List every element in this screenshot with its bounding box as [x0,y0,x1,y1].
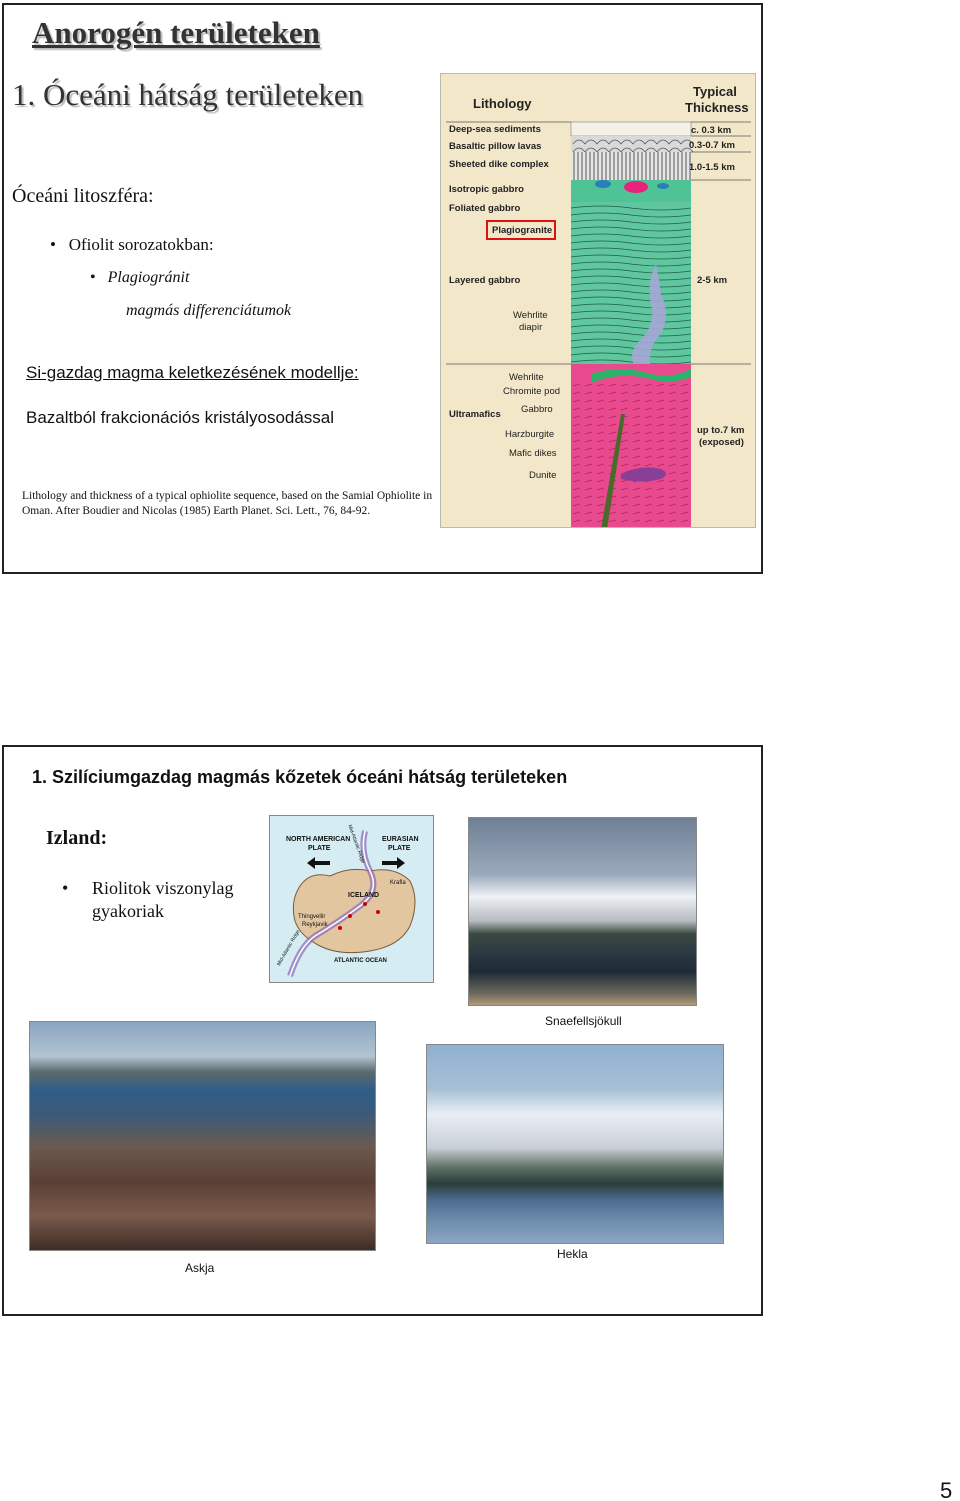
model-heading: Si-gazdag magma keletkezésének modellje: [26,363,359,382]
lithology-header: Lithology [473,96,532,111]
thickness-ultramafics-2: (exposed) [699,437,744,448]
figure-caption: Lithology and thickness of a typical ophiolite sequence, based on the Samial Ophiolite in Oman. After Boudier and Nicolas (1985) Earth Planet. Sci. Lett., 76, 84-92. [22,490,433,517]
layer-plagiogranite: Plagiogranite [492,225,553,236]
iceland-plate-map [269,815,434,983]
bullet-plagiogranite [90,269,189,287]
country-heading: Izland: [46,827,108,849]
label-wehrlite: Wehrlite [509,372,544,383]
bullet-dot-icon: • [50,235,56,254]
layer-sheeted-dikes: Sheeted dike complex [449,159,549,170]
map-na-plate-1: NORTH AMERICAN [286,836,351,843]
map-reykjavik: Reykjavik [302,922,328,928]
thickness-sediments: c. 0.3 km [691,125,732,136]
model-text: Bazaltból frakcionációs kristályosodással [26,408,335,427]
thickness-header-1: Typical [693,84,737,99]
label-gabbro: Gabbro [521,404,553,415]
bullet-text: Ofiolit sorozatokban: [68,235,214,254]
bullet-text: Riolitok viszonylag gyakoriak [92,878,234,921]
map-ridge-bottom: Mid-Atlantic Ridge [276,928,302,967]
thickness-ultramafics-1: up to.7 km [697,425,745,436]
caption-snaefellsjokull: Snaefellsjökull [545,1014,622,1028]
layer-ultramafics: Ultramafics [449,409,501,420]
label-harzburgite: Harzburgite [505,429,555,440]
slide-subtitle: 1. Óceáni hátság területeken [12,77,364,112]
thickness-header-2: Thickness [685,100,749,115]
bullet-ophiolite [50,235,214,255]
caption-askja: Askja [185,1261,215,1275]
layer-isotropic-gabbro: Isotropic gabbro [449,184,524,195]
slide-1 [2,3,763,574]
label-wehrlite-diapir-1: Wehrlite [513,310,548,321]
map-eu-plate-2: PLATE [388,845,411,852]
thickness-gabbro: 2-5 km [697,275,728,286]
label-chromite-pod: Chromite pod [503,386,561,397]
map-iceland-label: ICELAND [348,892,380,899]
bullet-differentiates: magmás differenciátumok [126,302,292,319]
page-number: 5 [940,1478,953,1501]
map-thingvellir: Thingvellir [298,914,326,920]
photo-hekla [426,1044,724,1244]
slide-title: 1. Szilíciumgazdag magmás kőzetek óceáni hátság területeken [32,767,568,787]
map-krafla: Krafla [390,880,406,886]
label-wehrlite-diapir-2: diapir [519,322,543,333]
map-na-plate-2: PLATE [308,845,331,852]
map-ridge-top: Mid-Atlantic Ridge [346,824,366,865]
map-atlantic: ATLANTIC OCEAN [334,958,387,964]
label-mafic-dikes: Mafic dikes [509,448,557,459]
layer-layered-gabbro: Layered gabbro [449,275,521,286]
slide-title: Anorogén területeken [32,15,320,50]
photo-askja [29,1021,376,1251]
bullet-dot-icon: • [90,269,96,286]
lithology-figure [440,73,756,528]
layer-pillow-lavas: Basaltic pillow lavas [449,141,542,152]
bullet-dot-icon: • [62,878,69,898]
thickness-pillow: 0.3-0.7 km [689,140,735,151]
caption-hekla: Hekla [557,1247,588,1261]
thickness-dikes: 1.0-1.5 km [689,162,735,173]
layer-foliated-gabbro: Foliated gabbro [449,203,521,214]
lithosphere-label: Óceáni litoszféra: [12,185,154,207]
bullet-rhyolite [62,877,262,923]
bullet-text: Plagiogránit [107,269,190,286]
slide-2 [2,745,763,1316]
layer-deep-sea: Deep-sea sediments [449,124,541,135]
label-dunite: Dunite [529,470,557,481]
photo-snaefellsjokull [468,817,697,1006]
map-eu-plate-1: EURASIAN [382,836,419,843]
